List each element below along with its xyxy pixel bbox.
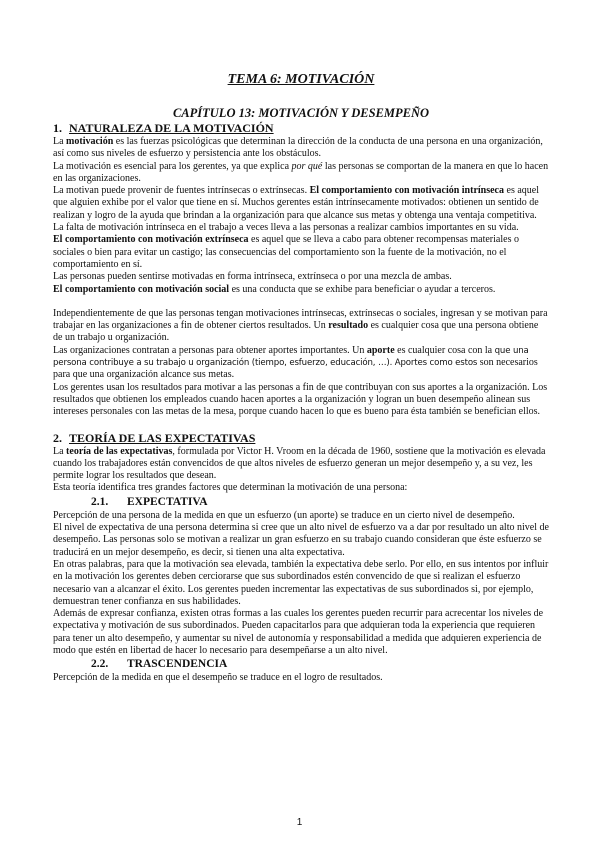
paragraph: La motivan puede provenir de fuentes intrínsecas o extrínsecas. El comportamiento con motivación intrínseca es aquel que alguien exhibe por el valor que tiene en sí. Muchos gerentes están intrínsecamente motivados: obtienen un sentido de realizan y logro de la ayuda que brindan a la organización para que alcance sus metas y obtenga una ventaja competitiva. — [53, 185, 539, 221]
paragraph: Además de expresar confianza, existen otras formas a las cuales los gerentes pueden recurrir para acrecentar los niveles de expectativa y motivación de sus subordinados. Pueden capacitarlos para que adquieran toda la experiencia que requieren para tener un alto desempeño, y aumentar su nivel de autonomía y responsabilidad a medida que adquieren experiencia de modo que estén en libertad de hacer lo necesario para desempeñarse a un alto nivel. — [53, 608, 544, 656]
page-number: 1 — [296, 817, 303, 828]
paragraph: El comportamiento con motivación extrínseca es aquel que se lleva a cabo para obtener recompensas materiales o sociales o bien para evitar un castigo; las consecuencias del comportamiento son la fuente de la motivación, no el comportamiento en sí. — [53, 234, 519, 270]
subsection-2-1-heading — [53, 495, 549, 509]
section-2-heading — [53, 431, 549, 445]
page-content — [53, 72, 549, 685]
paragraph: Percepción de una persona de la medida en que un esfuerzo (un aporte) se traduce en un cierto nivel de desempeño. — [53, 509, 515, 521]
chapter-title: CAPÍTULO 13: MOTIVACIÓN Y DESEMPEÑO — [172, 106, 430, 120]
paragraph: Las organizaciones contratan a personas para obtener aportes importantes. Un aporte es cualquier cosa con la que una persona contribuye a su trabajo u organización (tiempo, esfuerzo, educación, …). Aportes como estos son necesarios para que una organización alcance sus metas. — [53, 344, 538, 381]
paragraph: La motivación es esencial para los gerentes, ya que explica por qué las personas se comportan de la manera en que lo hacen en las organizaciones. — [53, 160, 549, 184]
paragraph: Las personas pueden sentirse motivadas en forma intrínseca, extrínseca o por una mezcla de ambas. — [53, 271, 452, 283]
subsection-number: 2.1. — [91, 495, 109, 508]
paragraph: La teoría de las expectativas, formulada por Victor H. Vroom en la década de 1960, sostiene que la motivación es elevada cuando los trabajadores están convencidos de que altos niveles de esfuerzo generan un mejor desempeño y, a su vez, les permite lograr los resultados que desean. — [53, 445, 546, 482]
subsection-2-2-heading — [53, 657, 549, 671]
paragraph: Independientemente de que las personas tengan motivaciones intrínsecas, extrínsecas o sociales, ingresan y se motivan para trabajar en las organizaciones a fin de obtener ciertos resultados. Un resultado es cualquier cosa que una persona obtiene de un trabajo u organización. — [53, 307, 548, 344]
paragraph: Esta teoría identifica tres grandes factores que determinan la motivación de una persona: — [53, 482, 408, 494]
section-title: NATURALEZA DE LA MOTIVACIÓN — [69, 121, 274, 135]
paragraph: La falta de motivación intrínseca en el trabajo a veces lleva a las personas a realizar cambios importantes en su vida. — [53, 222, 519, 234]
paragraph: En otras palabras, para que la motivación sea elevada, también la expectativa debe serlo. Por ello, en sus intentos por influir en la motivación los gerentes deben cerciorarse que sus subordinados estén convencido de que si realizan el esfuerzo necesario van a alcanzar el éxito. Los gerentes pueden incrementar las expectativas de sus subordinados si, por ejemplo, demuestran tener confianza en sus habilidades. — [53, 558, 549, 607]
paragraph: El nivel de expectativa de una persona determina si cree que un alto nivel de esfuerzo va a dar por resultado un alto nivel de desempeño. Las personas solo se motivan a realizar un gran esfuerzo en su trabajo cuando consideran que éste esfuerzo se traducirá en un mejor desempeño, es decir, si tienen una alta expectativa. — [53, 522, 549, 558]
paragraph: Los gerentes usan los resultados para motivar a las personas a fin de que contribuyan con sus aportes a la organización. Los resultados que obtienen los empleados cuando hacen aportes a la organización y logran un buen desempeño alinean sus intereses personales con las metas de la mesa, porque cuando hacen lo que es bueno para ésta también se benefician ellos. — [53, 381, 548, 418]
section-1-heading — [53, 121, 549, 135]
paragraph: El comportamiento con motivación social es una conducta que se exhibe para beneficiar o ayudar a terceros. — [53, 283, 496, 295]
subsection-title: EXPECTATIVA — [127, 495, 208, 508]
paragraph: La motivación es las fuerzas psicológicas que determinan la dirección de la conducta de una persona en una organización, así como sus niveles de esfuerzo y persistencia ante los obstáculos. — [53, 136, 543, 160]
section-title: TEORÍA DE LAS EXPECTATIVAS — [69, 430, 256, 445]
section-number: 2. — [53, 430, 62, 445]
subsection-title: TRASCENDENCIA — [127, 658, 228, 671]
paragraph: Percepción de la medida en que el desempeño se traduce en el logro de resultados. — [53, 672, 383, 684]
page-title: TEMA 6: MOTIVACIÓN — [227, 72, 375, 87]
section-number: 1. — [53, 121, 62, 135]
subsection-number: 2.2. — [91, 658, 109, 671]
